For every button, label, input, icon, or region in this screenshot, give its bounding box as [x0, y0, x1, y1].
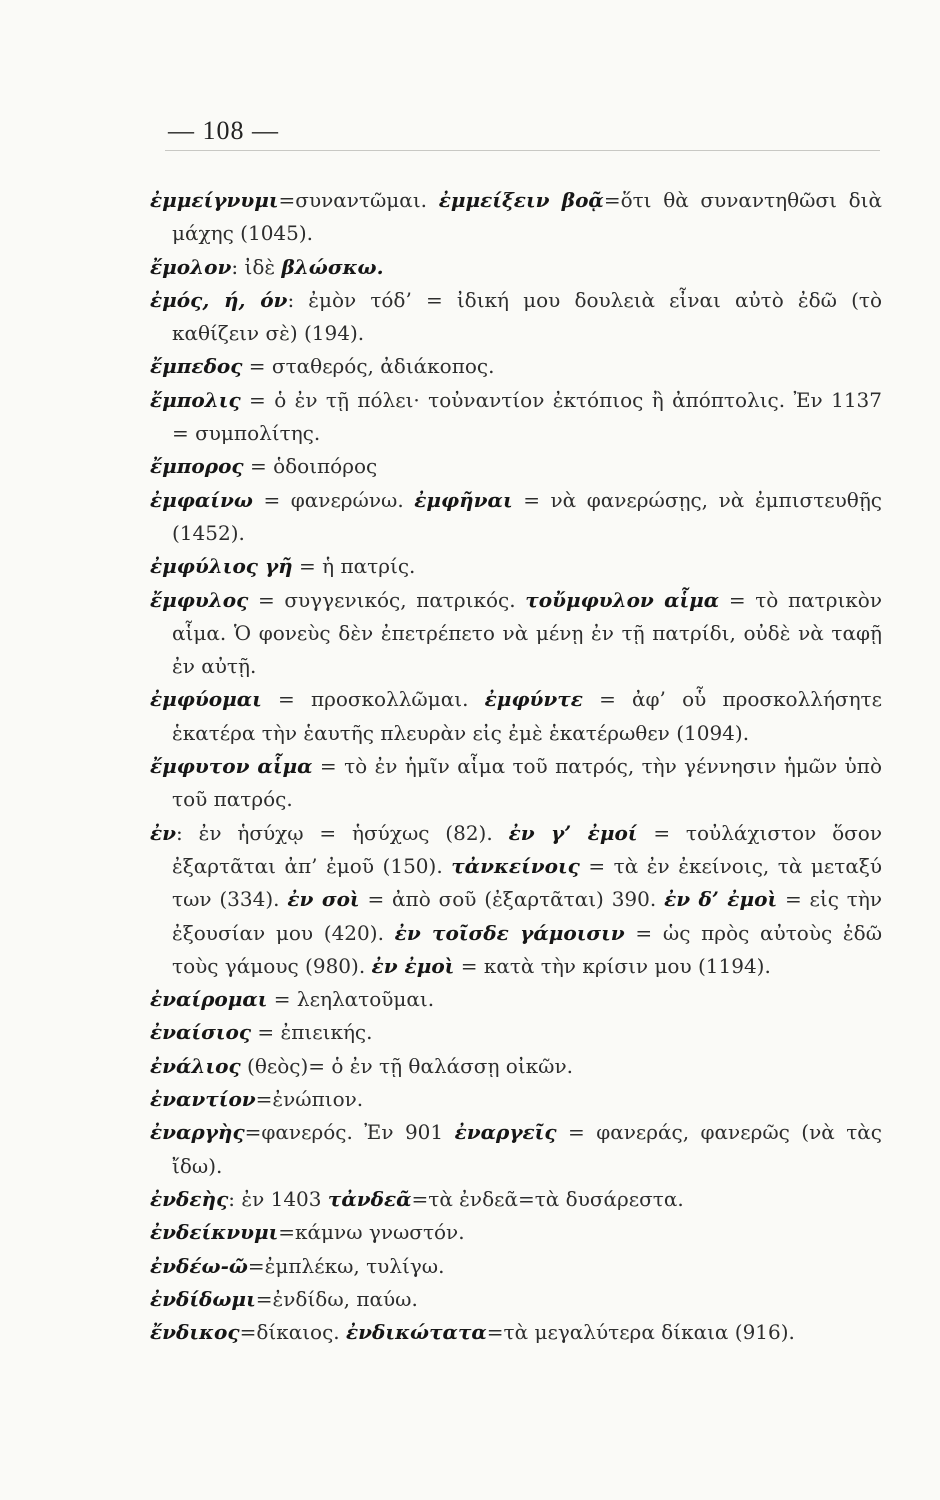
- headword: ἔμφυτον αἷμα: [150, 754, 313, 779]
- dictionary-entry: [150, 184, 882, 251]
- dictionary-entry: [150, 484, 882, 551]
- headword: ἐμφῆναι: [414, 487, 513, 512]
- definition-text: = τοὐλάχιστον ὅσον ἐξαρτᾶται ἀπ’ ἐμοῦ (150).: [172, 820, 882, 878]
- headword: τοὔμφυλον αἷμα: [525, 587, 720, 612]
- headword: ἐμμείξειν βοᾷ: [438, 188, 604, 212]
- definition-text: : ἐν ἡσύχῳ = ἡσύχως (82).: [176, 820, 509, 845]
- definition-text: = ἐπιεικής.: [251, 1020, 373, 1045]
- dictionary-entry: [150, 1183, 882, 1216]
- definition-text: =δίκαιος.: [239, 1320, 347, 1345]
- headword: ἔμπορος: [150, 454, 244, 479]
- headword: ἐμφύντε: [484, 687, 583, 712]
- definition-text: = κατὰ τὴν κρίσιν μου (1194).: [454, 953, 771, 978]
- definition-text: = συγγενικός, πατρικός.: [248, 587, 526, 612]
- headword: ἔμπεδος: [150, 354, 243, 379]
- definition-text: =ἐνδίδω, παύω.: [255, 1286, 418, 1311]
- headword: ἐν ἐμοὶ: [371, 953, 455, 978]
- definition-text: =τὰ μεγαλύτερα δίκαια (916).: [486, 1320, 795, 1345]
- headword: ἐναίρομαι: [150, 987, 268, 1012]
- page-number: — 108 —: [168, 116, 279, 145]
- definition-text: =συναντῶμαι.: [278, 188, 439, 212]
- definition-text: =ἐνώπιον.: [255, 1087, 364, 1112]
- definition-text: = προσκολλῶμαι.: [261, 687, 485, 712]
- headword: ἐμός, ή, όν: [150, 287, 288, 312]
- dictionary-entry: [150, 584, 882, 684]
- dictionary-entry: [150, 1083, 882, 1116]
- dictionary-entry: [150, 1050, 882, 1083]
- definition-text: = τὰ ἐν ἐκείνοις, τὰ μεταξύ των (334).: [172, 853, 882, 912]
- dictionary-entry: [150, 817, 882, 983]
- dictionary-entry: [150, 1116, 882, 1183]
- definition-text: = ἡ πατρίς.: [292, 554, 416, 579]
- header-rule: [165, 150, 880, 151]
- definition-text: : ἐμὸν τόδ’ = ἰδική μου δουλειὰ εἶναι αὐτὸ ἐδῶ (τὸ καθίζειν σὲ) (194).: [172, 287, 882, 346]
- dictionary-entry: [150, 350, 882, 383]
- dictionary-entry: [150, 683, 882, 750]
- dictionary-entry: [150, 1016, 882, 1049]
- dictionary-entry: [150, 1316, 882, 1349]
- headword: ἐναργὴς: [150, 1120, 245, 1145]
- definition-text: =τὰ ἐνδεᾶ=τὰ δυσάρεστα.: [411, 1186, 684, 1211]
- definition-text: = φανερώνω.: [252, 487, 415, 512]
- definition-text: = ἀπὸ σοῦ (ἐξαρτᾶται) 390.: [359, 887, 665, 912]
- dictionary-entry: [150, 1250, 882, 1283]
- definition-text: = ἀφ’ οὗ προσκολλήσητε ἑκατέρα τὴν ἑαυτῆς πλευρὰν εἰς ἐμὲ ἑκατέρωθεν (1094).: [172, 687, 882, 745]
- headword: τἀνδεᾶ: [327, 1186, 412, 1211]
- headword: βλώσκω.: [281, 254, 384, 279]
- definition-text: = εἰς τὴν ἐξουσίαν μου (420).: [172, 887, 883, 945]
- headword: ἐμφύλιος γῆ: [150, 554, 293, 579]
- dictionary-entry: [150, 251, 882, 284]
- dictionary-entry: [150, 550, 882, 583]
- dictionary-entry: [150, 1216, 882, 1249]
- definition-text: =ὅτι θὰ συναντηθῶσι διὰ μάχης (1045).: [172, 188, 882, 246]
- definition-text: = λεηλατοῦμαι.: [267, 987, 435, 1012]
- headword: ἐν: [150, 820, 177, 845]
- definition-text: = σταθερός, ἀδιάκοπος.: [242, 354, 495, 379]
- headword: ἐνδεὴς: [150, 1186, 229, 1211]
- headword: ἐν γ’ ἐμοί: [508, 820, 638, 845]
- definition-text: = φανεράς, φανερῶς (νὰ τὰς ἴδω).: [172, 1120, 883, 1178]
- definition-text: =ἐμπλέκω, τυλίγω.: [247, 1253, 445, 1278]
- headword: ἐναργεῖς: [454, 1120, 557, 1145]
- definition-text: = νὰ φανερώσῃς, νὰ ἐμπιστευθῇς (1452).: [172, 487, 882, 545]
- definition-text: = ὁ ἐν τῇ πόλει· τοὐναντίον ἐκτόπιος ἢ ἀπόπτολις. Ἐν 1137 = συμπολίτης.: [172, 387, 882, 446]
- definition-text: = ὁδοιπόρος: [243, 454, 378, 479]
- headword: ἐνάλιος: [150, 1053, 241, 1078]
- dictionary-entry: [150, 450, 882, 483]
- headword: ἐμφύομαι: [150, 687, 262, 712]
- headword: ἐν δ’ ἐμοὶ: [664, 887, 778, 912]
- dictionary-entries: [150, 184, 882, 1349]
- headword: ἐν τοῖσδε γάμοισιν: [394, 920, 625, 945]
- dictionary-entry: [150, 384, 882, 451]
- definition-text: =κάμνω γνωστόν.: [278, 1220, 465, 1245]
- headword: ἔμφυλος: [150, 587, 249, 612]
- definition-text: (θεὸς)= ὁ ἐν τῇ θαλάσσῃ οἰκῶν.: [240, 1053, 574, 1078]
- definition-text: = ὡς πρὸς αὐτοὺς ἐδῶ τοὺς γάμους (980).: [172, 920, 882, 978]
- headword: τἀνκείνοις: [451, 853, 580, 878]
- headword: ἐναντίον: [150, 1087, 256, 1112]
- headword: ἐμμείγνυμι: [150, 188, 279, 212]
- headword: ἔνδικος: [150, 1320, 240, 1345]
- definition-text: : ἰδὲ: [231, 254, 282, 279]
- headword: ἐνδικώτατα: [346, 1320, 487, 1345]
- definition-text: = τὸ ἐν ἡμῖν αἷμα τοῦ πατρός, τὴν γέννησιν ἡμῶν ὑπὸ τοῦ πατρός.: [172, 754, 882, 812]
- definition-text: = τὸ πατρικὸν αἷμα. Ὁ φονεὺς δὲν ἐπετρέπετο νὰ μένῃ ἐν τῇ πατρίδι, οὐδὲ νὰ ταφῇ ἐν αὐτῇ.: [172, 587, 883, 679]
- headword: ἔμπολις: [150, 387, 241, 412]
- dictionary-entry: [150, 1283, 882, 1316]
- headword: ἐμφαίνω: [150, 487, 253, 512]
- headword: ἐν σοὶ: [287, 887, 360, 912]
- headword: ἐνδίδωμι: [150, 1286, 256, 1311]
- definition-text: : ἐν 1403: [228, 1186, 328, 1211]
- headword: ἔμολον: [150, 254, 232, 279]
- headword: ἐνδείκνυμι: [150, 1220, 279, 1245]
- dictionary-entry: [150, 750, 882, 817]
- definition-text: =φανερός. Ἐν 901: [244, 1120, 455, 1145]
- headword: ἐναίσιος: [150, 1020, 252, 1045]
- dictionary-entry: [150, 983, 882, 1016]
- headword: ἐνδέω-ῶ: [150, 1253, 248, 1278]
- dictionary-entry: [150, 284, 882, 351]
